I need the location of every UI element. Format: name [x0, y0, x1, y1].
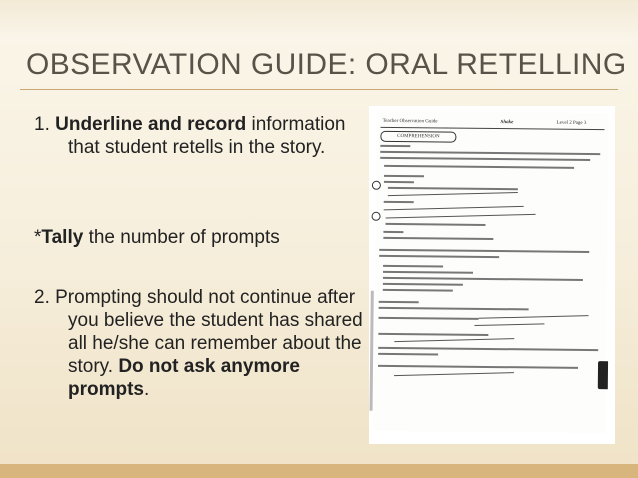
worksheet-tally-mark [372, 212, 381, 221]
worksheet-header [381, 117, 605, 130]
worksheet-line [379, 301, 419, 303]
worksheet-line [380, 151, 600, 155]
worksheet-handwriting [474, 323, 544, 326]
worksheet-header-right: Level 2 Page 3 [556, 120, 587, 126]
point-2-text: 2. Prompting should not continue after you believe the student has shared all he/she can remember about the story. [34, 287, 363, 377]
worksheet-handwriting [384, 206, 524, 210]
worksheet-line [378, 353, 438, 356]
worksheet-side-margin [370, 291, 374, 411]
worksheet-header-mid: Shake [500, 120, 514, 126]
worksheet-page-tab [598, 361, 608, 389]
worksheet-line [383, 237, 493, 240]
worksheet-line [380, 157, 590, 161]
tally-prefix: * [34, 227, 42, 248]
worksheet-line [379, 307, 529, 311]
tally-text: the number of prompts [83, 227, 280, 248]
worksheet-line [384, 165, 574, 169]
title-divider [20, 89, 618, 90]
worksheet-line [384, 175, 424, 177]
worksheet-image [369, 106, 615, 444]
point-2-end: . [144, 379, 150, 400]
worksheet-line [383, 265, 443, 268]
point-1 [34, 113, 368, 159]
worksheet-line [384, 181, 414, 183]
point-1-number: 1. [34, 114, 56, 135]
worksheet-tally-mark [372, 181, 381, 190]
tally-bold: Tally [41, 227, 84, 248]
worksheet-line [388, 187, 518, 190]
worksheet-handwriting [394, 372, 514, 376]
worksheet-line [383, 271, 473, 274]
worksheet-line [379, 255, 499, 258]
worksheet-line [383, 277, 583, 281]
worksheet-handwriting [386, 214, 536, 219]
point-1-bold: Underline and record [55, 114, 247, 135]
worksheet-header-left: Teacher Observation Guide [382, 118, 438, 125]
point-1-text: information that student retells in the story. [68, 114, 346, 158]
worksheet-section-pill: COMPREHENSION [380, 131, 456, 143]
tally-note [34, 226, 354, 249]
worksheet-handwriting [388, 192, 518, 196]
worksheet-line [385, 223, 485, 226]
worksheet-line [383, 283, 463, 286]
worksheet-handwriting [479, 315, 589, 319]
worksheet-line [384, 201, 414, 203]
point-2-bold: Do not ask anymore prompts [68, 356, 300, 400]
top-decorative-band [0, 0, 638, 40]
worksheet-line [383, 231, 403, 233]
worksheet-line [383, 289, 453, 292]
worksheet-line [379, 249, 589, 253]
worksheet-line [379, 317, 479, 320]
bottom-accent-band [0, 464, 638, 478]
point-2 [34, 286, 370, 401]
worksheet-line [378, 365, 578, 369]
worksheet-line [380, 145, 410, 147]
worksheet-line [378, 347, 598, 351]
worksheet-line [378, 333, 488, 336]
slide-title: OBSERVATION GUIDE: ORAL RETELLING [26, 48, 627, 81]
worksheet-handwriting [394, 338, 514, 342]
worksheet-page [373, 111, 608, 433]
